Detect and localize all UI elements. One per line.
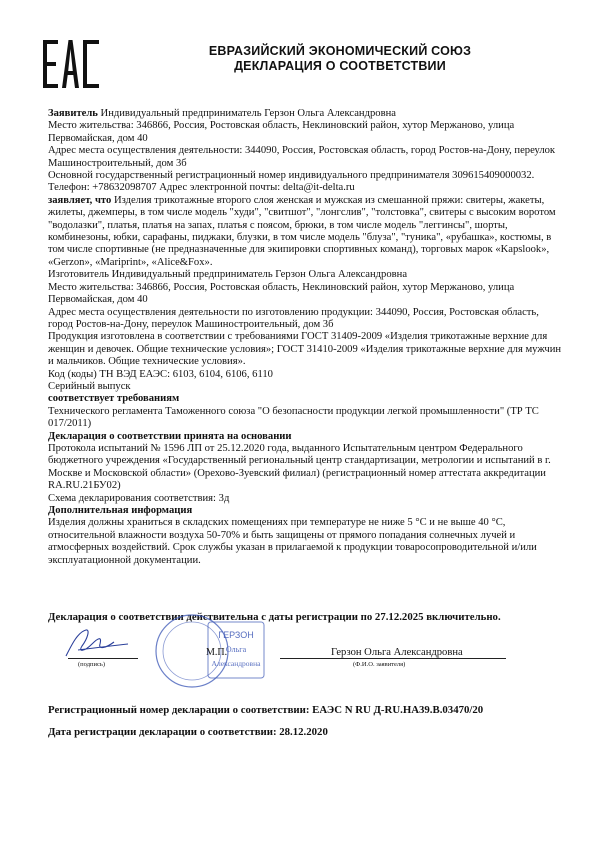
signature-caption: (подпись)	[78, 661, 105, 668]
stamp-line-1: ГЕРЗОН	[218, 630, 254, 640]
applicant-residence: Место жительства: 346866, Россия, Ростовская область, Неклиновский район, хутор Мержаново, улица Первомайская, дом 40	[48, 120, 515, 144]
production-address: Адрес места осуществления деятельности по изготовлению продукции: 344090, Россия, Ростовская область, город Ростов-на-Дону, переулок Машиностроительный, дом 3б	[48, 306, 539, 330]
eac-logo	[43, 40, 99, 88]
batch-type: Серийный выпуск	[48, 380, 131, 392]
seal-place: М.П.	[206, 647, 228, 658]
declares-label: заявляет, что	[48, 194, 112, 206]
tn-ved-codes: Код (коды) ТН ВЭД ЕАЭС: 6103, 6104, 6106, 6110	[48, 368, 273, 380]
manufacturer: Изготовитель Индивидуальный предприниматель Герзон Ольга Александровна	[48, 269, 408, 281]
basis-heading: Декларация о соответствии принята на основании	[48, 430, 292, 442]
name-line	[280, 658, 506, 659]
applicant-ogrn: Основной государственный регистрационный номер индивидуального предпринимателя 309615409000032.	[48, 170, 535, 182]
signature-line	[68, 658, 138, 659]
applicant-activity-address: Адрес места осуществления деятельности: 344090, Россия, Ростовская область, город Ростов-на-Дону, переулок Машиностроительный, дом 3б	[48, 145, 556, 169]
validity-statement: Декларация о соответствии действительна с даты регистрации по 27.12.2025 включительно.	[48, 611, 501, 623]
declaration-body	[48, 108, 563, 567]
union-name: ЕВРАЗИЙСКИЙ ЭКОНОМИЧЕСКИЙ СОЮЗ	[208, 44, 472, 58]
stamp-line-3: Александровна	[211, 659, 261, 668]
manufacturer-residence: Место жительства: 346866, Россия, Ростовская область, Неклиновский район, хутор Мержаново, улица Первомайская, дом 40	[48, 281, 515, 306]
applicant-label: Заявитель	[48, 108, 98, 119]
name-caption: (Ф.И.О. заявителя)	[353, 661, 406, 668]
requirements-text: Технического регламента Таможенного союза "О безопасности продукции легкой промышленности" (ТР ТС 017/2011)	[48, 405, 539, 430]
requirements-heading: соответствует требованиям	[48, 393, 180, 405]
document-header	[170, 44, 510, 74]
product-line	[48, 195, 563, 269]
additional-heading: Дополнительная информация	[48, 505, 193, 516]
registration-number: Регистрационный номер декларации о соответствии: ЕАЭС N RU Д-RU.НА39.В.03470/20	[48, 704, 484, 716]
basis-text: Протокола испытаний № 1596 ЛП от 25.12.2020 года, выданного Испытательным центром Федерального бюджетного учреждения «Государственный региональный центр стандартизации, метрологии и испытаний в г. Москве и Московской области» (Орехово-Зуевский филиал) (регистрационный номер аттестата аккредитации RA.RU.21БУ02)	[48, 442, 551, 492]
applicant-contacts: Телефон: +78632098707 Адрес электронной почты: delta@it-delta.ru	[48, 182, 355, 194]
signature-block	[48, 630, 568, 690]
signer-name: Герзон Ольга Александровна	[331, 647, 463, 658]
document-title: ДЕКЛАРАЦИЯ О СООТВЕТСТВИИ	[234, 59, 446, 73]
additional-text: Изделия должны храниться в складских помещениях при температуре не ниже 5 °С и не выше 40 °С, относительной влажности воздуха 50-70% и быть защищены от прямого попадания солнечных лучей и атмосферных воздействий. Срок службы указан в прилагаемой к продукции товаросопроводительной и/или эксплуатационной документации.	[48, 517, 537, 566]
registration-date: Дата регистрации декларации о соответствии: 28.12.2020	[48, 726, 328, 738]
applicant-line	[48, 108, 563, 120]
stamp-line-2: Ольга	[225, 645, 247, 654]
applicant-name: Индивидуальный предприниматель Герзон Ольга Александровна	[97, 108, 396, 119]
product-description: Изделия трикотажные второго слоя женская и мужская из смешанной пряжи: свитеры, жакеты, жилеты, джемперы, в том числе модель "худи", "свитшот", "лонгслив", "толстовка", свитеры с высоким воротом "водолазки", платья, платья на запах, платья с поясом, брюки, в том числе модель "леггинсы", шорты, комбинезоны, юбки, сарафаны, пиджаки, блузки, в том числе модель "блуза", "туника", «рубашка», костюмы, в том числе спортивные (не предназначенные для экипировки спортивных команд), торговых марок «Kapslook», «Gerzon», «Mariprint», «Alice&Fox».	[48, 194, 556, 268]
declaration-scheme: Схема декларирования соответствия: 3д	[48, 492, 230, 504]
signature-scribble	[48, 626, 148, 662]
standards: Продукция изготовлена в соответствии с требованиями ГОСТ 31409-2009 «Изделия трикотажные верхние для женщин и девочек. Общие технические условия»; ГОСТ 31410-2009 «Изделия трикотажные верхние для мужчин и мальчиков. Общие технические условия».	[48, 331, 562, 368]
